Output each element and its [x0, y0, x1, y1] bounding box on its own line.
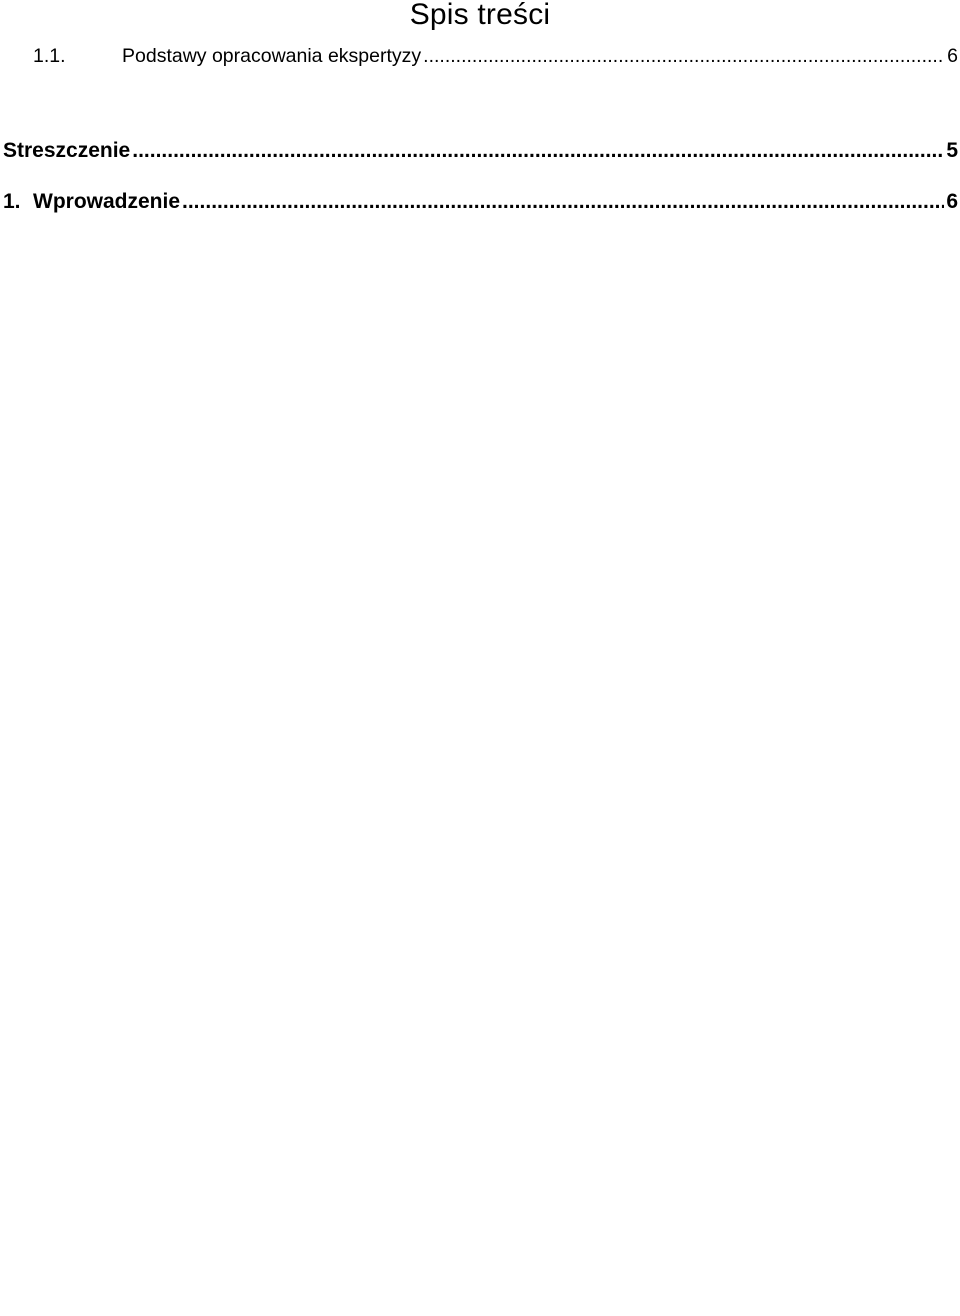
toc-entry-number: 1.1.	[33, 45, 66, 67]
toc-entry-number: 1.	[3, 190, 21, 213]
toc-entry-page: 5	[946, 139, 958, 162]
toc-entry-page: 6	[946, 190, 958, 213]
toc-entry-page: 6	[947, 45, 958, 67]
toc-entry-title: Wprowadzenie	[33, 190, 181, 213]
page-title: Spis treści	[409, 0, 551, 31]
toc-entry-title: Podstawy opracowania ekspertyzy	[122, 45, 422, 67]
dot-leader	[423, 45, 945, 68]
toc-entry-1-1[interactable]	[33, 45, 958, 68]
toc-entry-title: Streszczenie	[3, 139, 131, 162]
